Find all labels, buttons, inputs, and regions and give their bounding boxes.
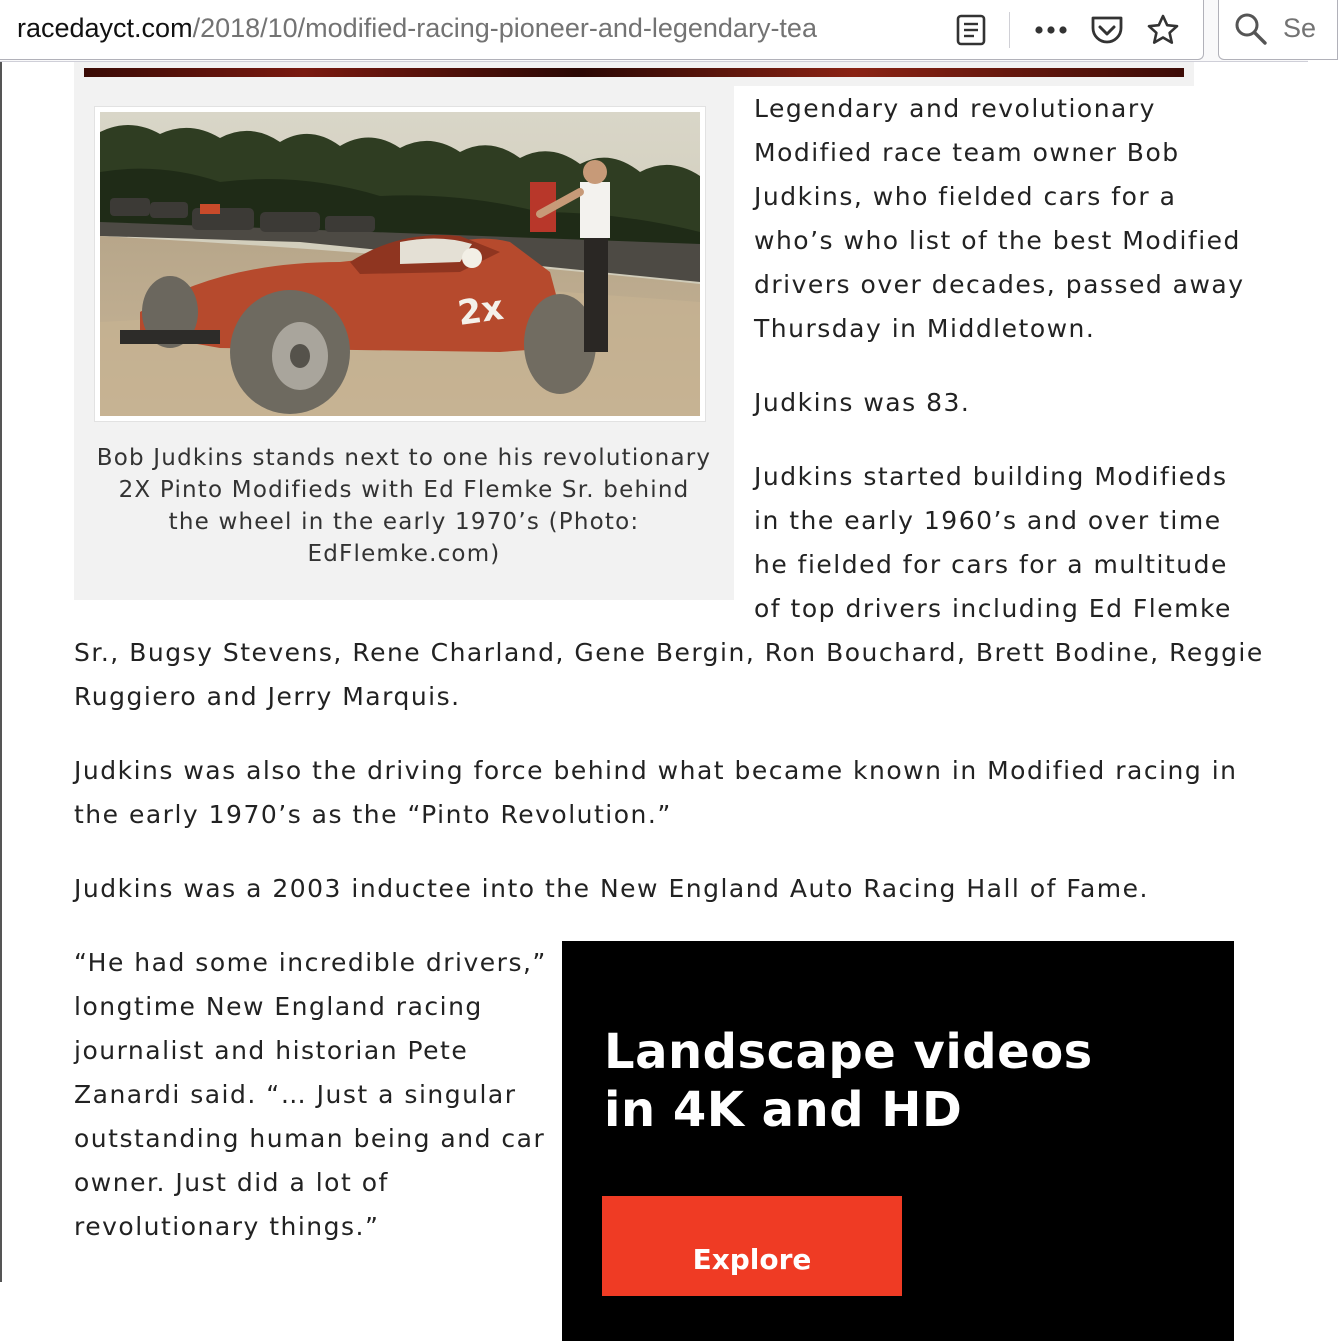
text-line: “He had some incredible drivers,”: [74, 948, 547, 977]
article-paragraph-2: [754, 381, 970, 425]
url-host: racedayct.com: [17, 13, 193, 43]
caption-line: EdFlemke.com): [307, 541, 501, 567]
text-line: revolutionary things.”: [74, 1212, 380, 1241]
text-line: longtime New England racing: [74, 992, 483, 1021]
text-line: outstanding human being and car: [74, 1124, 546, 1153]
url-text[interactable]: [17, 13, 887, 44]
text-line: Sr., Bugsy Stevens, Rene Charland, Gene Bergin, Ron Bouchard, Brett Bodine, Reggie: [74, 638, 1264, 667]
text-line: in the early 1960’s and over time: [754, 506, 1222, 535]
ad-headline-line: Landscape videos: [604, 1024, 1093, 1080]
url-path: /2018/10/modified-racing-pioneer-and-legendary-tea: [192, 13, 817, 43]
advertisement[interactable]: [562, 941, 1234, 1341]
page-edge: [0, 62, 2, 1282]
url-fade: [825, 6, 895, 52]
address-bar[interactable]: [0, 0, 1204, 60]
bookmark-star-icon[interactable]: [1145, 12, 1181, 48]
more-actions-icon[interactable]: [1033, 12, 1069, 48]
text-line: who’s who list of the best Modified: [754, 226, 1241, 255]
article-figure: [74, 86, 734, 600]
text-line: Judkins was 83.: [754, 388, 971, 417]
ad-headline-line: in 4K and HD: [604, 1082, 963, 1138]
article-paragraph-3-continued: [74, 631, 1264, 719]
web-page: [0, 62, 1308, 1282]
text-line: Modified race team owner Bob: [754, 138, 1180, 167]
photo-caption: [86, 442, 722, 570]
text-line: drivers over decades, passed away: [754, 270, 1245, 299]
caption-line: Bob Judkins stands next to one his revolutionary: [96, 445, 712, 471]
text-line: Thursday in Middletown.: [754, 314, 1096, 343]
article-paragraph-5: [74, 867, 1149, 911]
text-line: Judkins was also the driving force behind what became known in Modified racing in: [74, 756, 1238, 785]
article-paragraph-6: [74, 941, 547, 1249]
caption-line: the wheel in the early 1970’s (Photo:: [168, 509, 640, 535]
text-line: Judkins was a 2003 inductee into the New England Auto Racing Hall of Fame.: [74, 874, 1149, 903]
toolbar-separator: [1009, 12, 1010, 48]
caption-line: 2X Pinto Modifieds with Ed Flemke Sr. behind: [118, 477, 690, 503]
search-icon: [1233, 11, 1269, 47]
text-line: Ruggiero and Jerry Marquis.: [74, 682, 461, 711]
race-car-photo[interactable]: [94, 106, 706, 422]
explore-button[interactable]: Explore: [602, 1196, 902, 1296]
photo-illustration: [100, 112, 700, 416]
text-line: Zanardi said. “… Just a singular: [74, 1080, 517, 1109]
svg-text:2x: 2x: [455, 287, 507, 334]
article-paragraph-4: [74, 749, 1237, 837]
text-line: he fielded for cars for a multitude: [754, 550, 1228, 579]
ad-headline: [604, 1023, 1093, 1139]
search-box[interactable]: [1218, 0, 1338, 60]
top-banner-image: [84, 68, 1184, 77]
reader-view-icon[interactable]: [953, 12, 989, 48]
text-line: owner. Just did a lot of: [74, 1168, 389, 1197]
text-line: journalist and historian Pete: [74, 1036, 469, 1065]
browser-toolbar: [0, 0, 1317, 62]
text-line: Judkins, who fielded cars for a: [754, 182, 1177, 211]
article-paragraph-3: [754, 455, 1232, 631]
text-line: of top drivers including Ed Flemke: [754, 594, 1232, 623]
search-placeholder: Se: [1283, 13, 1317, 43]
text-line: Judkins started building Modifieds: [754, 462, 1228, 491]
pocket-icon[interactable]: [1089, 12, 1125, 48]
text-line: the early 1970’s as the “Pinto Revolution.”: [74, 800, 672, 829]
article-paragraph-1: [754, 87, 1245, 351]
text-line: Legendary and revolutionary: [754, 94, 1156, 123]
